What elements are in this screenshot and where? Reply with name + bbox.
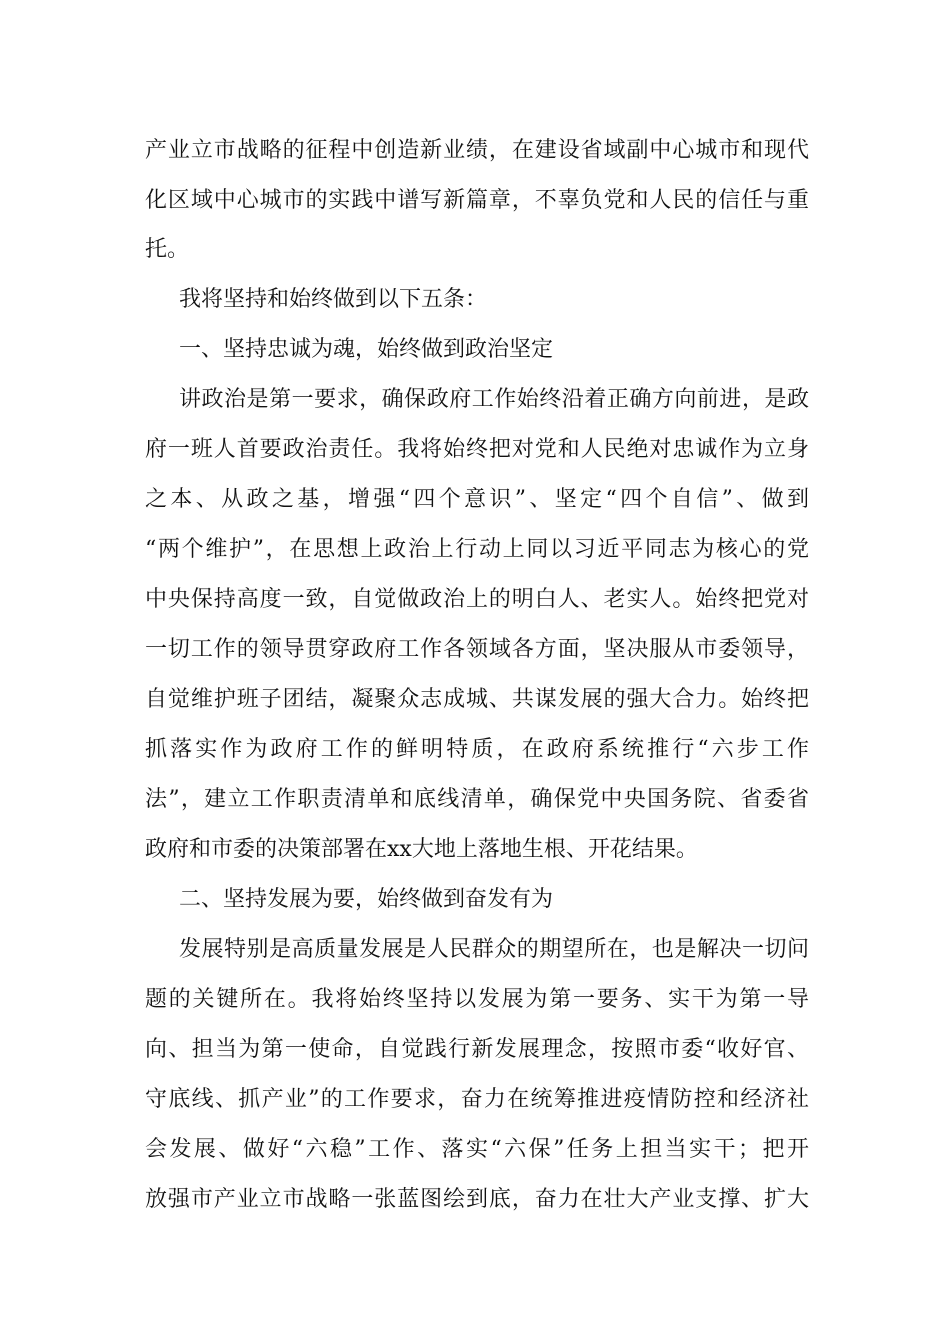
text-line: 之本、从政之基，增强“四个意识”、坚定“四个自信”、做到 — [145, 487, 809, 512]
text-line: 讲政治是第一要求，确保政府工作始终沿着正确方向前进，是政 — [179, 387, 809, 412]
text-line: 托。 — [145, 237, 190, 262]
text-line: 自觉维护班子团结，凝聚众志成城、共谋发展的强大合力。始终把 — [145, 687, 809, 712]
text-line: 守底线、抓产业”的工作要求，奋力在统筹推进疫情防控和经济社 — [145, 1087, 809, 1112]
text-line: 法”，建立工作职责清单和底线清单，确保党中央国务院、省委省 — [145, 787, 809, 812]
text-line: 化区域中心城市的实践中谱写新篇章，不辜负党和人民的信任与重 — [145, 188, 809, 213]
text-line: “两个维护”，在思想上政治上行动上同以习近平同志为核心的党 — [145, 537, 809, 562]
text-line: 发展特别是高质量发展是人民群众的期望所在，也是解决一切问 — [179, 937, 809, 962]
text-line: 放强市产业立市战略一张蓝图绘到底，奋力在壮大产业支撑、扩大 — [145, 1187, 809, 1212]
text-line: 中央保持高度一致，自觉做政治上的明白人、老实人。始终把党对 — [145, 587, 809, 612]
text-line: 府一班人首要政治责任。我将始终把对党和人民绝对忠诚作为立身 — [145, 437, 809, 462]
text-line: 政府和市委的决策部署在xx大地上落地生根、开花结果。 — [145, 837, 698, 862]
text-line: 题的关键所在。我将始终坚持以发展为第一要务、实干为第一导 — [145, 987, 809, 1012]
text-line: 会发展、做好“六稳”工作、落实“六保”任务上担当实干；把开 — [145, 1137, 809, 1162]
text-line: 我将坚持和始终做到以下五条： — [179, 287, 488, 312]
text-line: 抓落实作为政府工作的鲜明特质，在政府系统推行“六步工作 — [145, 737, 809, 762]
section-heading: 二、坚持发展为要，始终做到奋发有为 — [179, 887, 554, 912]
text-line: 产业立市战略的征程中创造新业绩，在建设省域副中心城市和现代 — [145, 138, 809, 163]
text-line: 向、担当为第一使命，自觉践行新发展理念，按照市委“收好官、 — [145, 1037, 809, 1062]
text-line: 一切工作的领导贯穿政府工作各领域各方面，坚决服从市委领导， — [145, 637, 809, 662]
section-heading: 一、坚持忠诚为魂，始终做到政治坚定 — [179, 337, 554, 362]
